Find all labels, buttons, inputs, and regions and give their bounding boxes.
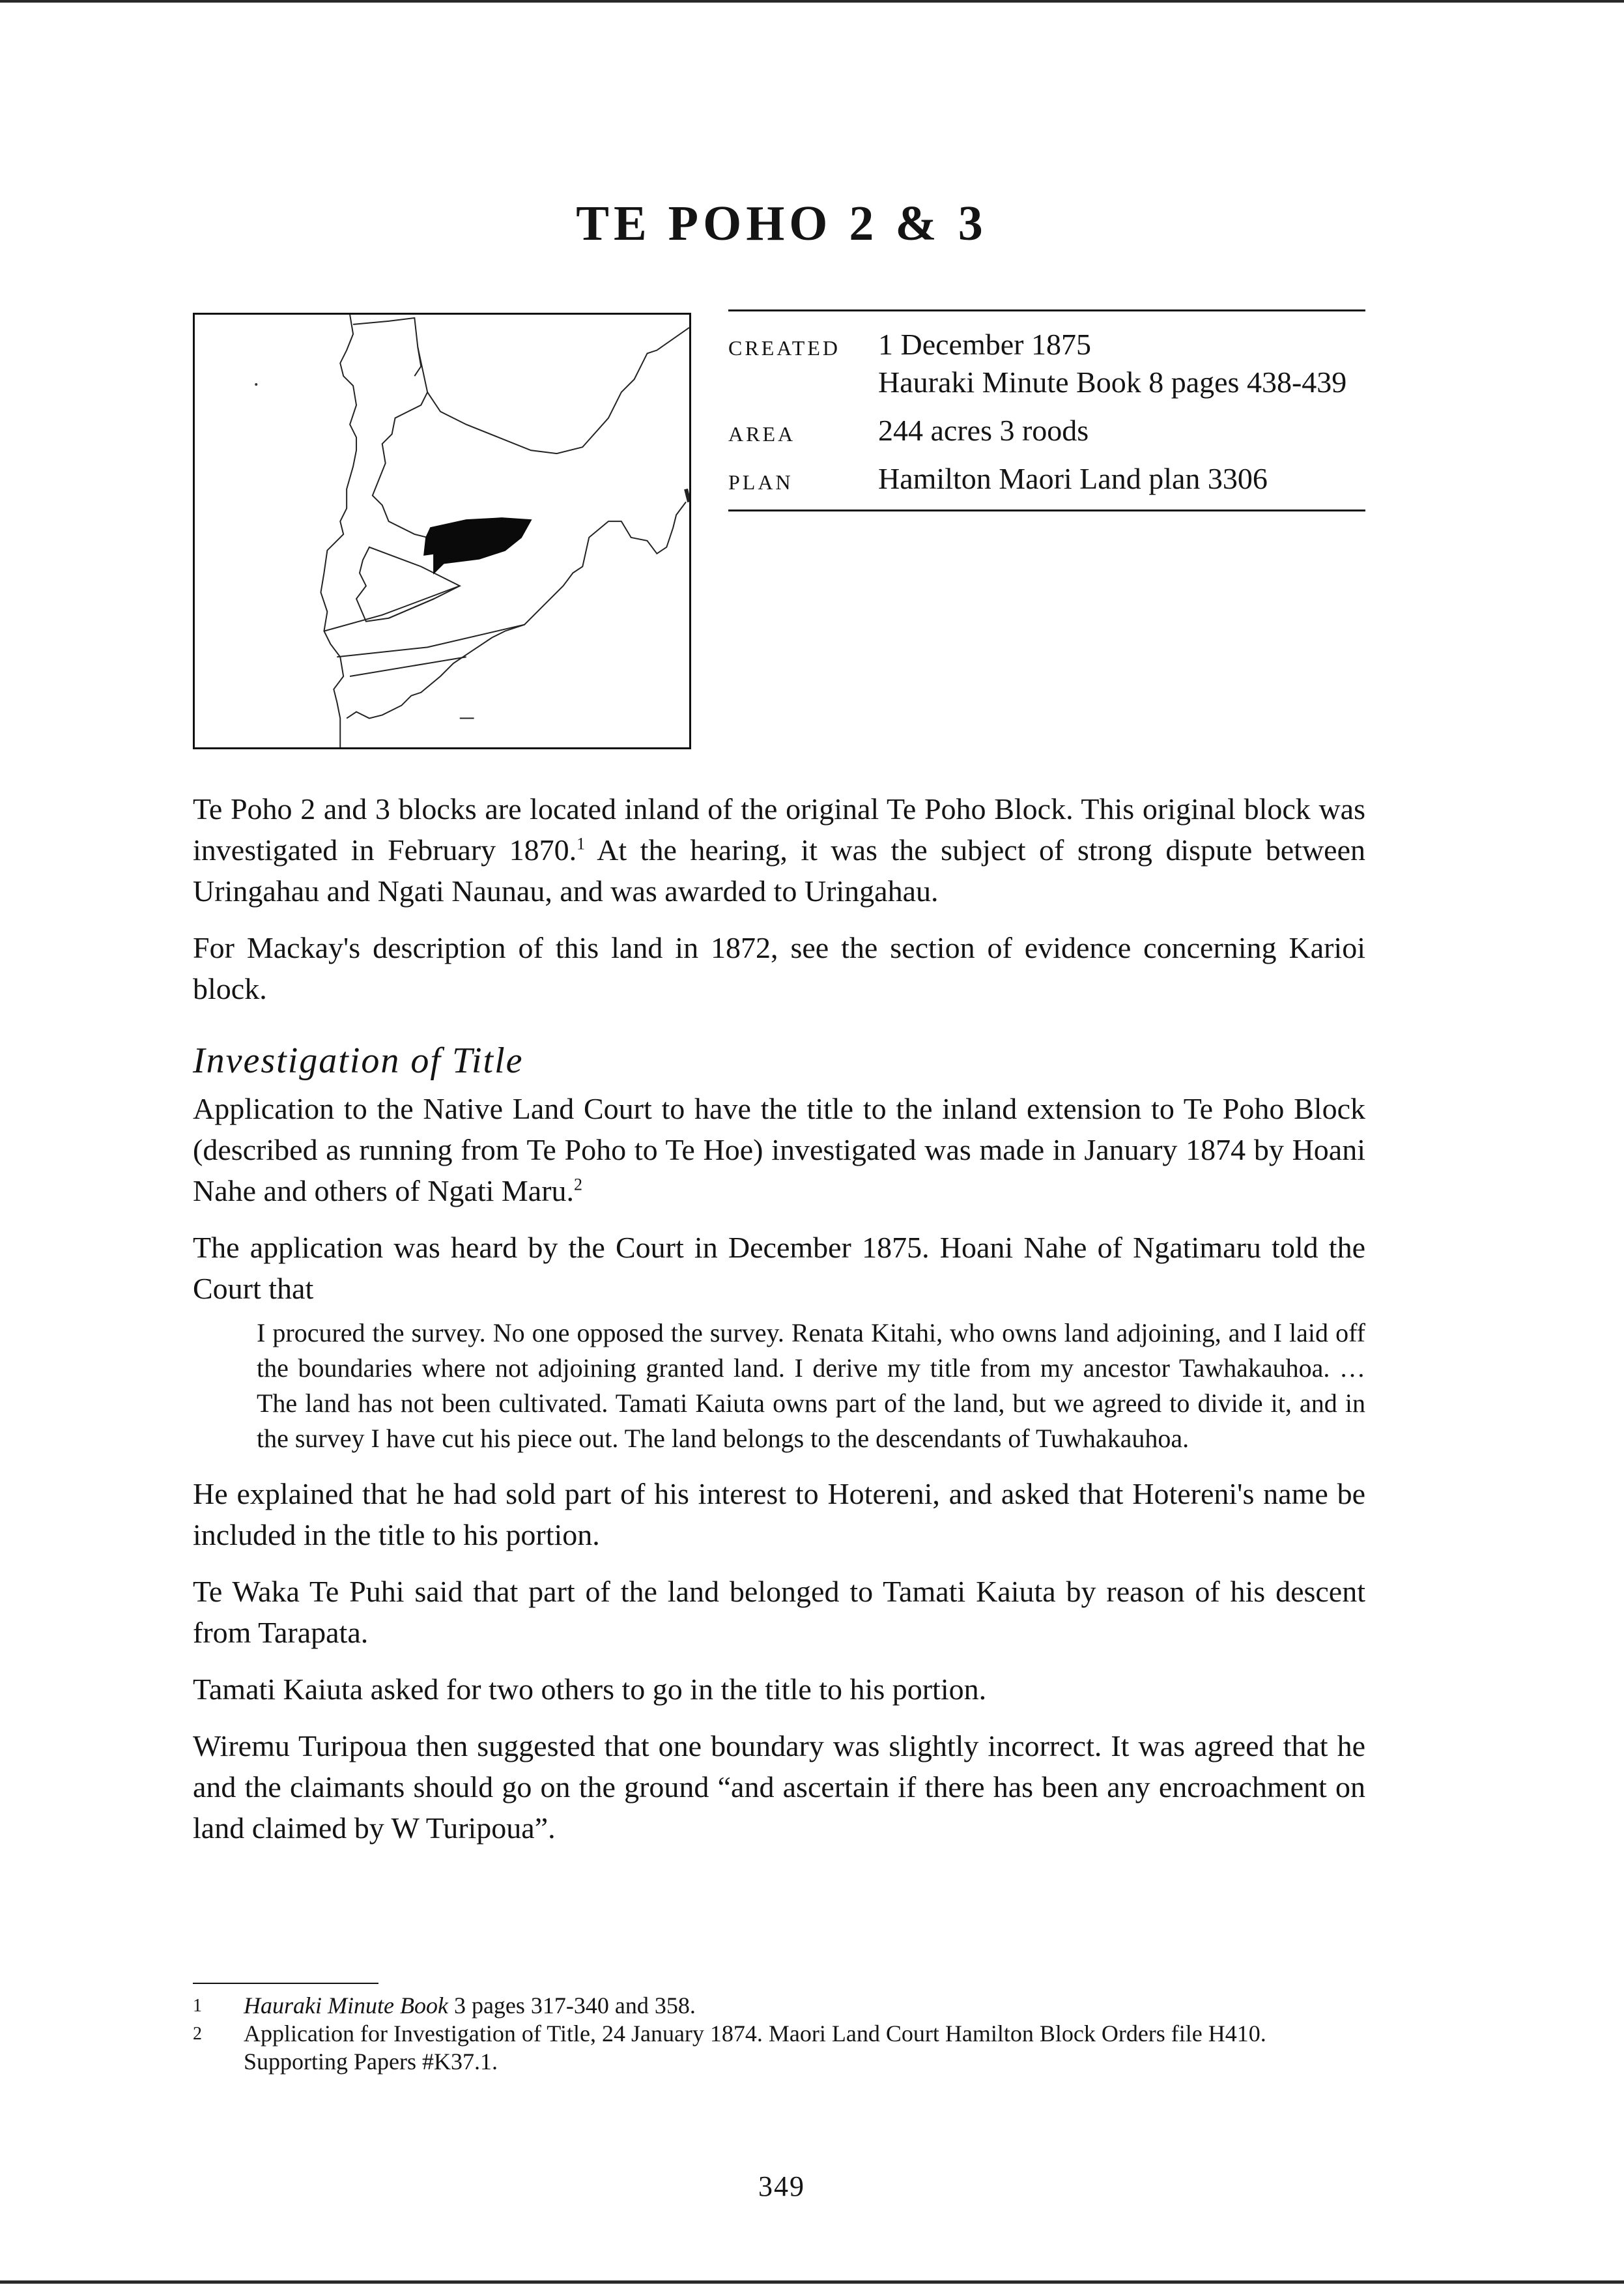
footnote-ref-1: 1 — [577, 834, 586, 854]
intro-paragraph-1: Te Poho 2 and 3 blocks are located inland of the original Te Poho Block. This original block was investigated in February 1870.$^1$ At the hearing, it was the subject of strong dispute between Uringahau and Ngati Naunau, and was awarded to Uringahau. — [193, 792, 1366, 908]
created-source: Hauraki Minute Book 8 pages 438-439 — [878, 366, 1347, 399]
page-number: 349 — [758, 2170, 805, 2202]
footnote-1: 1 Hauraki Minute Book 3 pages 317-340 and 358. — [193, 1992, 696, 2019]
block-map-drawing — [195, 315, 689, 747]
section-heading: Investigation of Title — [193, 1041, 524, 1081]
section-paragraph-3: He explained that he had sold part of his interest to Hotereni, and asked that Hotereni's name be included in the title to his portion. — [193, 1477, 1365, 1551]
block-details-table — [728, 309, 1365, 511]
plan-label: PLAN — [728, 470, 793, 494]
map-boundary-lines — [324, 586, 524, 676]
footnote-2 — [193, 2020, 1365, 2076]
created-label: CREATED — [728, 336, 840, 360]
footnote-number: 2 — [193, 2024, 202, 2044]
body-text — [193, 788, 1365, 1864]
created-row — [728, 326, 1365, 401]
intro-paragraph-2: For Mackay's description of this land in 1872, see the section of evidence concerning Karioi block. — [193, 931, 1365, 1005]
map-coast-stub — [686, 489, 689, 502]
map-boundary-west — [321, 315, 356, 747]
created-date: 1 December 1875 — [878, 328, 1091, 361]
footnote-source-title: Hauraki Minute Book — [244, 1992, 448, 2019]
area-value: 244 acres 3 roods — [878, 414, 1089, 447]
te-poho-2-3-block — [424, 518, 531, 573]
map-boundary-northeast — [418, 328, 689, 453]
area-row — [728, 412, 1365, 450]
location-map — [193, 313, 691, 749]
created-value — [878, 326, 1346, 401]
footnotes — [193, 1992, 1365, 2076]
map-point — [255, 383, 257, 386]
footnote-number: 1 — [193, 1996, 202, 2016]
footnote-ref-2: 2 — [574, 1175, 583, 1194]
section-paragraph-4: Te Waka Te Puhi said that part of the land belonged to Tamati Kaiuta by reason of his descent from Tarapata. — [193, 1575, 1365, 1649]
section-paragraph-6: Wiremu Turipoua then suggested that one boundary was slightly incorrect. It was agreed that he and the claimants should go on the ground “and ascertain if there has been any encroachment on land claimed by W Turipoua”. — [193, 1729, 1365, 1845]
page-title: TE POHO 2 & 3 — [576, 196, 988, 251]
area-label: AREA — [728, 422, 796, 446]
section-paragraph-5: Tamati Kaiuta asked for two others to go in the title to his portion. — [193, 1673, 987, 1706]
section-paragraph-1: Application to the Native Land Court to have the title to the inland extension to Te Poho Block (described as running from Te Poho to Te Hoe) investigated was made in January 1874 by Hoani Nahe and others of Ngati Maru.$^2$ — [193, 1092, 1365, 1207]
map-boundary-northwest — [353, 318, 421, 376]
plan-row — [728, 460, 1365, 498]
plan-value: Hamilton Maori Land plan 3306 — [878, 462, 1268, 495]
footnote-text: Application for Investigation of Title, 24 January 1874. Maori Land Court Hamilton Block Orders file H410. Supporting Papers #K37.1. — [244, 2020, 1266, 2075]
top-border — [0, 0, 1624, 3]
footnote-divider — [193, 1983, 378, 1984]
section-paragraph-2: The application was heard by the Court in December 1875. Hoani Nahe of Ngatimaru told the Court that — [193, 1231, 1365, 1305]
bottom-border — [0, 2280, 1624, 2284]
block-quote: I procured the survey. No one opposed the survey. Renata Kitahi, who owns land adjoining, and I laid off the boundaries where not adjoining granted land. I derive my title from my ancestor Tawhakauhoa. … The land has not been cultivated. Tamati Kaiuta owns part of the land, but we agreed to divide it, and in the survey I have cut his piece out. The land belongs to the descendants of Tuwhakauhoa. — [257, 1318, 1365, 1453]
map-boundary-inner — [373, 392, 427, 538]
